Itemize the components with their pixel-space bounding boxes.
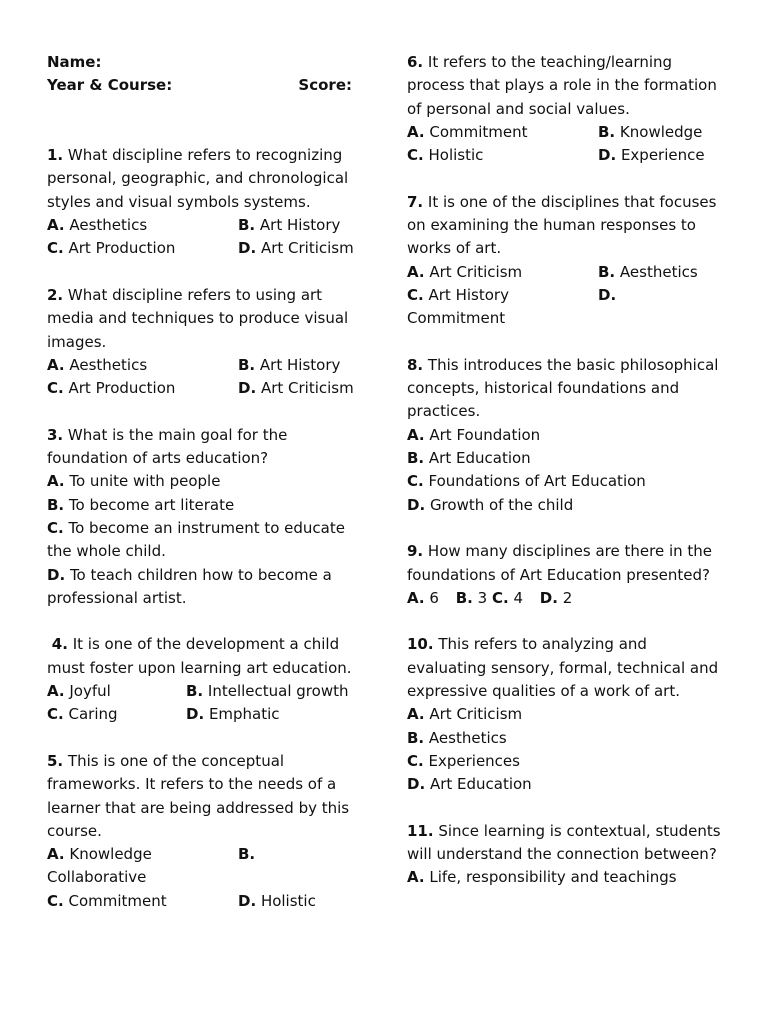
question-text: 6. It refers to the teaching/learning process that plays a role in the formation of personal and social values. bbox=[407, 53, 717, 118]
question-text: 4. It is one of the development a child must foster upon learning art education. bbox=[47, 635, 352, 677]
option-c[interactable]: C. Art Production bbox=[47, 239, 176, 258]
question-text: 1. What discipline refers to recognizing personal, geographic, and chronological styles and visual symbols systems. bbox=[47, 146, 349, 211]
question-text: 10. This refers to analyzing and evaluating sensory, formal, technical and expressive qualities of a work of art. bbox=[407, 635, 719, 701]
option-c[interactable]: C. To become an instrument to educate the whole child. bbox=[47, 518, 345, 561]
right-column bbox=[407, 51, 727, 890]
option-c[interactable]: C. Foundations of Art Education bbox=[407, 472, 646, 491]
option-d[interactable]: D. Art Education bbox=[407, 775, 532, 794]
option-b[interactable]: B. Aesthetics bbox=[407, 728, 507, 747]
question-text: 2. What discipline refers to using art media and techniques to produce visual images. bbox=[47, 285, 349, 351]
option-c[interactable]: C. Experiences bbox=[407, 751, 520, 770]
question-4 bbox=[47, 633, 365, 726]
year-course-label: Year & Course: bbox=[47, 76, 173, 95]
option-a[interactable]: A. 6 bbox=[407, 588, 439, 607]
option-c[interactable]: C. Art History bbox=[407, 285, 509, 304]
option-d[interactable]: D. Holistic bbox=[238, 891, 316, 910]
option-d[interactable]: D. Emphatic bbox=[186, 705, 280, 724]
question-11 bbox=[407, 820, 727, 890]
option-b[interactable]: B. bbox=[238, 845, 256, 864]
name-label: Name: bbox=[47, 53, 102, 71]
question-6 bbox=[407, 51, 727, 167]
question-1 bbox=[47, 144, 365, 260]
option-c[interactable]: C. Art Production bbox=[47, 379, 176, 398]
option-c[interactable]: C. Caring bbox=[47, 705, 118, 724]
question-text: 7. It is one of the disciplines that focuses on examining the human responses to works of art. bbox=[407, 192, 717, 258]
question-7 bbox=[407, 191, 727, 331]
option-d-text: Commitment bbox=[407, 309, 506, 328]
option-a[interactable]: A. To unite with people bbox=[47, 472, 221, 491]
question-text: 11. Since learning is contextual, students will understand the connection between? bbox=[407, 821, 721, 864]
option-d[interactable]: D. Growth of the child bbox=[407, 495, 574, 514]
left-column bbox=[47, 51, 365, 913]
question-text: 3. What is the main goal for the foundation of arts education? bbox=[47, 425, 288, 468]
option-d[interactable]: D. To teach children how to become a professional artist. bbox=[47, 565, 332, 607]
option-d[interactable]: D. Experience bbox=[598, 146, 705, 165]
option-a[interactable]: A. Commitment bbox=[407, 122, 528, 141]
option-a[interactable]: A. Life, responsibility and teachings bbox=[407, 868, 677, 887]
option-a[interactable]: A. Art Criticism bbox=[407, 262, 523, 281]
option-d[interactable]: D. Art Criticism bbox=[238, 239, 354, 258]
question-10 bbox=[407, 633, 727, 796]
option-b-text: Collaborative bbox=[47, 868, 147, 887]
question-2 bbox=[47, 284, 365, 400]
option-c[interactable]: C. Commitment bbox=[47, 891, 167, 910]
option-d[interactable]: D. Art Criticism bbox=[238, 379, 354, 398]
option-b[interactable]: B. Art History bbox=[238, 216, 341, 235]
option-d[interactable]: D. 2 bbox=[539, 588, 573, 607]
options-row bbox=[407, 587, 727, 610]
option-a[interactable]: A. Aesthetics bbox=[47, 355, 148, 374]
option-c[interactable]: C. Holistic bbox=[407, 146, 484, 165]
option-b[interactable]: B. Art Education bbox=[407, 449, 531, 468]
question-8 bbox=[407, 354, 727, 517]
question-text: 9. How many disciplines are there in the foundations of Art Education presented? bbox=[407, 542, 712, 584]
option-c[interactable]: C. 4 bbox=[491, 588, 523, 607]
option-a[interactable]: A. Art Criticism bbox=[407, 705, 523, 724]
option-b[interactable]: B. Art History bbox=[238, 355, 341, 374]
option-a[interactable]: A. Art Foundation bbox=[407, 425, 541, 444]
option-b[interactable]: B. Knowledge bbox=[598, 122, 703, 141]
option-a[interactable]: A. Joyful bbox=[47, 682, 111, 701]
question-5 bbox=[47, 750, 365, 913]
question-text: 8. This introduces the basic philosophical concepts, historical foundations and practices. bbox=[407, 355, 719, 421]
option-b[interactable]: B. 3 bbox=[455, 588, 488, 607]
option-b[interactable]: B. Intellectual growth bbox=[186, 682, 349, 701]
option-b[interactable]: B. Aesthetics bbox=[598, 262, 698, 281]
question-text: 5. This is one of the conceptual frameworks. It refers to the needs of a learner that are being addressed by this course. bbox=[47, 751, 350, 840]
question-3 bbox=[47, 424, 365, 610]
option-a[interactable]: A. Aesthetics bbox=[47, 216, 148, 235]
question-9 bbox=[407, 540, 727, 610]
option-b[interactable]: B. To become art literate bbox=[47, 495, 235, 514]
option-a[interactable]: A. Knowledge bbox=[47, 845, 152, 864]
header-row bbox=[47, 74, 352, 97]
score-label: Score: bbox=[298, 76, 352, 95]
option-d[interactable]: D. bbox=[598, 285, 617, 304]
